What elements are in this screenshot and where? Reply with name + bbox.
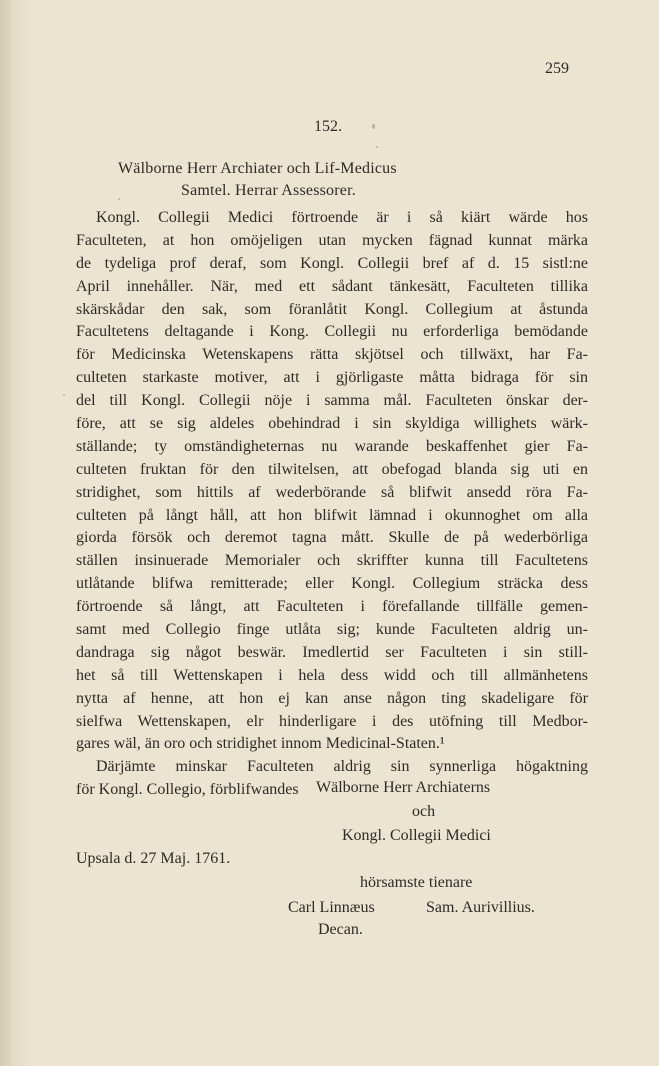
body-line: Faculteten, at hon omöjeligen utan mycken fägnad kunnat märka [76,231,588,249]
body-line: dandraga sig något beswär. Imedlertid ser Faculteten i sin still- [76,643,588,661]
body-line: sielfwa Wettenskapen, elr hinderligare i des utöfning till Medbor- [76,712,588,730]
body-line: culteten starkaste motiver, att i gjörligaste måtta bidraga för sin [76,369,588,387]
paper-speck [63,394,65,396]
letter-body [76,207,588,802]
body-line: samt med Collegio finge utlåta sig; kunde Faculteten aldrig un- [76,621,588,639]
signature-linnaeus: Carl Linnæus [288,899,375,916]
body-line: för Medicinska Wetenskapens rätta skjötsel och tillwäxt, har Fa- [76,346,588,364]
body-line: culteten fruktan för den tilwitelsen, att obefogad blanda sig uti en [76,460,588,478]
body-line: förtroende så långt, att Faculteten i förefallande tillfälle gemen- [76,598,588,616]
paper-speck [118,198,120,200]
paper-speck [376,146,378,148]
body-line: för Kongl. Collegio, förblifwandes [76,781,299,799]
closing-line-2: och [412,803,436,820]
body-line: Kongl. Collegii Medici förtroende är i så kiärt wärde hos [96,209,588,226]
closing-line-3: Kongl. Collegii Medici [342,827,491,844]
body-line: ställande; ty omständigheternas nu warande beskaffenhet gier Fa- [76,437,588,455]
body-line: het så till Wettenskapen i hela dess widd och till allmänhetens [76,666,588,684]
body-line: Därjämte minskar Faculteten aldrig sin synnerliga högaktning [96,758,588,776]
body-line: före, att se sig aldeles obehindrad i sin skyldiga willighets wärk- [76,415,588,433]
signature-title-decan: Decan. [318,921,363,938]
letter-number: 152. [314,118,342,135]
body-line: gares wäl, än oro och stridighet innom Medicinal-Staten.¹ [76,735,445,753]
place-date: Upsala d. 27 Maj. 1761. [76,850,231,867]
body-line: de tydeliga prof deraf, som Kongl. Collegii bref af d. 15 sistl:ne [76,254,588,272]
body-line: April innehåller. När, med ett sådant tänkesätt, Faculteten tillika [76,277,588,295]
closing-line-1: Wälborne Herr Archiaterns [316,779,491,796]
body-line: stridighet, som hittils af wederbörande så blifwit ansedd röra Fa- [76,483,588,501]
body-line: del till Kongl. Collegii nöje i samma mål. Faculteten önskar der- [76,392,588,410]
body-line: giorda försök och deremot tagna mått. Skulle de på wederbörliga [76,529,588,547]
body-line: nytta af henne, att hon ej kan anse någon ting skadeligare för [76,689,588,707]
servants-line: hörsamste tienare [360,874,473,891]
body-line: Facultetens deltagande i Kong. Collegii nu erforderliga bemödande [76,323,588,341]
body-line: ställen insinuerade Memorialer och skriffter kunna till Facultetens [76,552,588,570]
signature-aurivillius: Sam. Aurivillius. [426,899,535,916]
body-line: skärskådar den sak, som föranlåtit Kongl. Collegium at åstunda [76,300,588,318]
body-line: utlåtande blifwa remitterade; eller Kongl. Collegium sträcka dess [76,575,588,593]
page-number: 259 [545,60,569,77]
body-line: culteten på långt håll, att hon blifwit lämnad i okunnoghet om alla [76,506,588,524]
salutation-line-1: Wälborne Herr Archiater och Lif-Medicus [118,160,397,177]
salutation-line-2: Samtel. Herrar Assessorer. [181,182,356,199]
paper-speck [372,124,375,129]
